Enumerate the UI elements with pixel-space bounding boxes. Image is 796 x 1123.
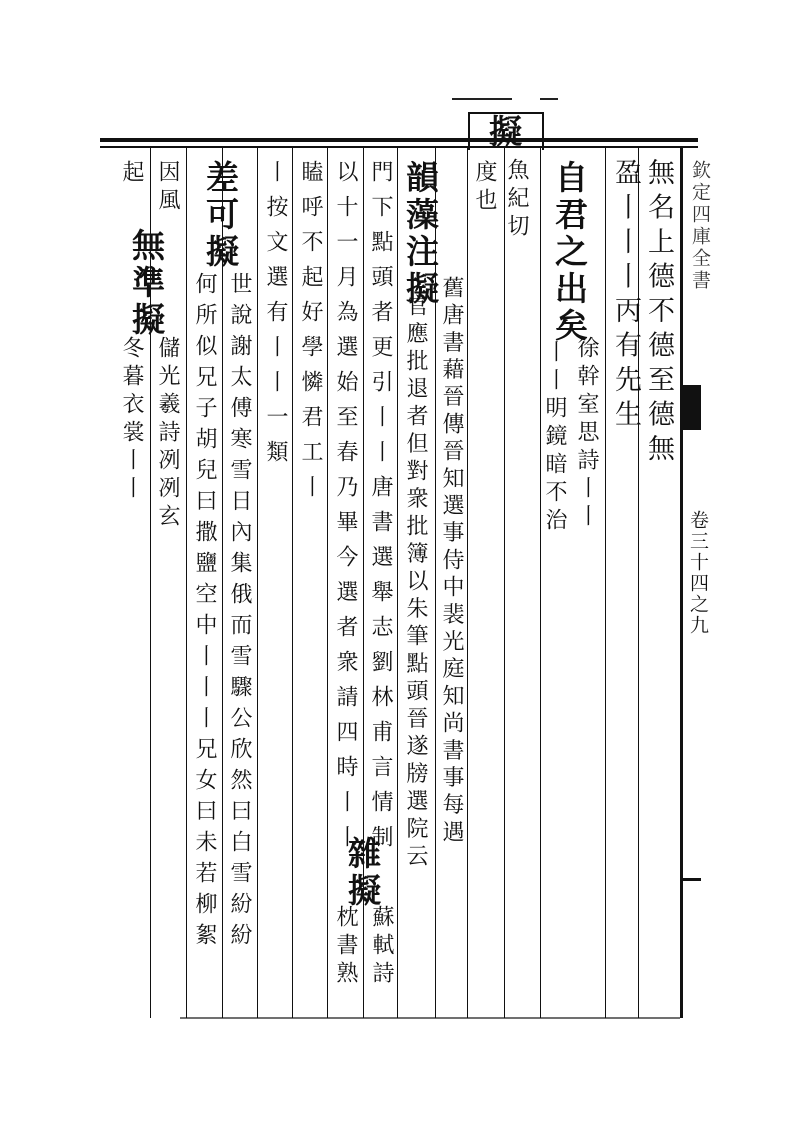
text-column-11: 瞌呼不起好學憐君工丨 xyxy=(298,160,323,510)
text-column-16: 起 xyxy=(119,160,144,188)
headword-yun-zao: 韻藻注擬 xyxy=(401,160,440,308)
column-divider xyxy=(540,148,541,1018)
text-column-14: 何所似兄子胡兒曰撒鹽空中丨丨丨兄女曰未若柳絮 xyxy=(192,272,217,954)
pronunciation-note: 魚紀切 xyxy=(504,158,529,242)
text-column-2: 盈丨丨丨丙有先生 xyxy=(610,158,641,434)
headword-zi-jun-zhi-chu-yi: 自君之出矣 xyxy=(550,160,589,345)
top-fragment-rule xyxy=(452,98,512,100)
top-fragment-rule xyxy=(540,98,558,100)
column-divider xyxy=(605,148,606,1018)
headword-ni: 擬 xyxy=(484,114,523,151)
text-column-12: 丨按文選有丨丨一類 xyxy=(263,160,288,475)
top-border-rule xyxy=(100,138,698,142)
right-border-rule xyxy=(680,148,683,1018)
column-divider xyxy=(292,148,293,1018)
text-column-11-note: 枕書熟 xyxy=(333,905,358,989)
text-column-9: 門下點頭者更引丨丨唐書選舉志劉林甫言情制 xyxy=(368,160,393,860)
column-divider xyxy=(222,148,223,1018)
volume-label: 卷三十四之九 xyxy=(687,510,709,636)
margin-tick xyxy=(683,878,701,881)
text-column-8: 官應批退者但對衆批簿以朱筆點頭晉遂牓選院云 xyxy=(403,294,428,872)
text-column-16-note: 冬暮衣裳丨丨 xyxy=(119,336,144,504)
column-divider xyxy=(397,148,398,1018)
fish-tail-mark xyxy=(683,385,701,430)
text-column-15: 因風 xyxy=(155,160,180,216)
text-column-7: 舊唐書藉晉傳晉知選事侍中裴光庭知尚書事每遇 xyxy=(439,276,464,848)
edge-title: 欽定四庫全書 xyxy=(689,160,711,292)
top-border-rule-inner xyxy=(100,146,698,148)
column-divider xyxy=(327,148,328,1018)
text-column-13: 世說謝太傅寒雪日內集俄而雪驟公欣然曰白雪紛紛 xyxy=(227,272,252,954)
headword-cha-ke-ni: 差可擬 xyxy=(201,160,240,271)
definition-note: 度也 xyxy=(472,160,497,216)
text-column-4: 丨丨明鏡暗不治 xyxy=(542,340,567,536)
column-divider xyxy=(257,148,258,1018)
headword-za-ni: 雜擬 xyxy=(343,836,382,910)
headword-wu-zhun-ni: 無準擬 xyxy=(127,228,166,339)
text-column-3-note: 徐幹室思詩丨丨 xyxy=(574,336,599,532)
text-column-10-note: 蘇軾詩 xyxy=(369,905,394,989)
text-column-1: 無名上德不德至德無 xyxy=(643,158,674,469)
column-divider xyxy=(504,148,505,1018)
text-column-15-note: 儲光羲詩冽冽玄 xyxy=(155,336,180,532)
text-column-10: 以十一月為選始至春乃畢今選者衆請四時丨丨 xyxy=(333,160,358,860)
column-divider xyxy=(467,148,468,1018)
column-divider xyxy=(186,148,187,1018)
